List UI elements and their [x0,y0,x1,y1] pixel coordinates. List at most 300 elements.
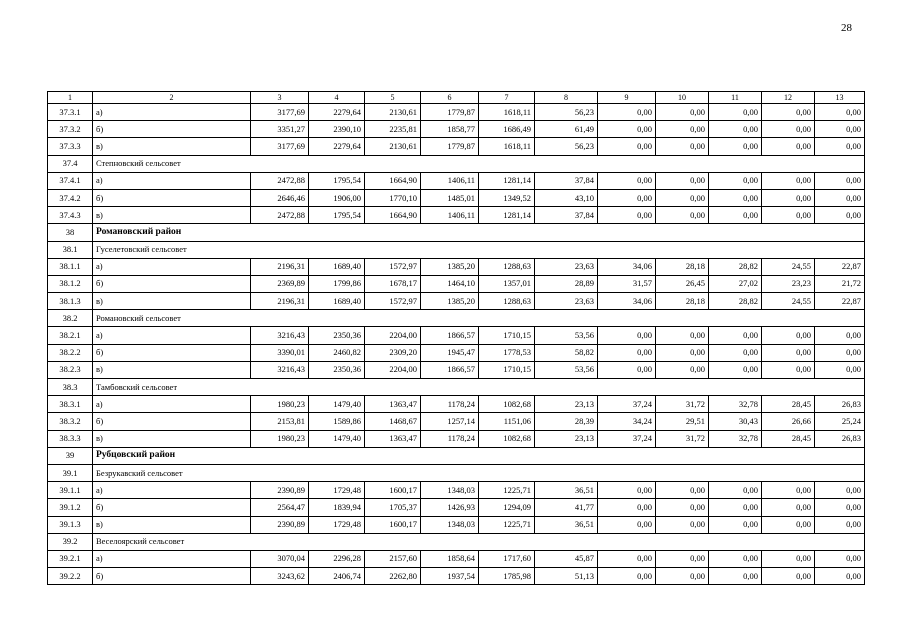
column-number-cell: 10 [656,92,709,104]
row-code-cell: 38.1.2 [48,275,93,292]
value-cell: 3243,62 [251,568,309,585]
value-cell: 25,24 [815,413,865,430]
value-cell: 37,24 [598,396,656,413]
value-cell: 2130,61 [365,104,421,121]
value-cell: 2406,74 [309,568,365,585]
value-cell: 0,00 [815,344,865,361]
value-cell: 0,00 [598,104,656,121]
value-cell: 0,00 [656,568,709,585]
value-cell: 2350,36 [309,327,365,344]
column-number-cell: 3 [251,92,309,104]
value-cell: 1799,86 [309,275,365,292]
value-cell: 2296,28 [309,550,365,567]
value-cell: 31,57 [598,275,656,292]
value-cell: 0,00 [709,121,762,138]
value-cell: 1785,98 [479,568,535,585]
value-cell: 0,00 [598,482,656,499]
value-cell: 28,39 [535,413,598,430]
value-cell: 1686,49 [479,121,535,138]
value-cell: 2279,64 [309,104,365,121]
value-cell: 0,00 [598,172,656,189]
value-cell: 1618,11 [479,104,535,121]
value-cell: 58,82 [535,344,598,361]
value-cell: 32,78 [709,430,762,447]
row-variant-cell: а) [93,172,251,189]
value-cell: 1479,40 [309,396,365,413]
row-variant-cell: в) [93,207,251,224]
column-number-cell: 1 [48,92,93,104]
value-cell: 23,13 [535,430,598,447]
value-cell: 34,24 [598,413,656,430]
value-cell: 1281,14 [479,172,535,189]
settlement-header-row [48,155,865,172]
column-number-cell: 9 [598,92,656,104]
value-cell: 2196,31 [251,293,309,310]
value-cell: 41,77 [535,499,598,516]
row-code-cell: 38 [48,224,93,241]
region-title: Романовский район [93,224,865,241]
value-cell: 3351,27 [251,121,309,138]
row-variant-cell: б) [93,189,251,206]
value-cell: 0,00 [815,207,865,224]
value-cell: 28,82 [709,293,762,310]
value-cell: 1406,11 [421,207,479,224]
value-cell: 0,00 [709,207,762,224]
column-number-row [48,92,865,104]
value-cell: 45,87 [535,550,598,567]
value-cell: 1485,01 [421,189,479,206]
value-cell: 0,00 [709,104,762,121]
settlement-title: Безрукавский сельсовет [93,464,865,481]
value-cell: 1348,03 [421,516,479,533]
value-cell: 31,72 [656,430,709,447]
value-cell: 1779,87 [421,104,479,121]
value-cell: 1281,14 [479,207,535,224]
value-cell: 0,00 [598,568,656,585]
value-cell: 2204,00 [365,327,421,344]
value-cell: 0,00 [656,189,709,206]
value-cell: 0,00 [762,138,815,155]
row-code-cell: 38.2.2 [48,344,93,361]
value-cell: 2460,82 [309,344,365,361]
table-row [48,361,865,378]
value-cell: 1572,97 [365,293,421,310]
value-cell: 1866,57 [421,327,479,344]
table-row [48,327,865,344]
row-code-cell: 37.4 [48,155,93,172]
value-cell: 1082,68 [479,430,535,447]
settlement-header-row [48,379,865,396]
value-cell: 0,00 [656,550,709,567]
value-cell: 34,06 [598,258,656,275]
value-cell: 26,45 [656,275,709,292]
value-cell: 1858,77 [421,121,479,138]
value-cell: 1348,03 [421,482,479,499]
value-cell: 2309,20 [365,344,421,361]
value-cell: 34,06 [598,293,656,310]
settlement-title: Степновский сельсовет [93,155,865,172]
value-cell: 2196,31 [251,258,309,275]
value-cell: 0,00 [598,361,656,378]
row-variant-cell: а) [93,550,251,567]
value-cell: 56,23 [535,104,598,121]
value-cell: 0,00 [762,550,815,567]
value-cell: 22,87 [815,293,865,310]
row-code-cell: 37.4.2 [48,189,93,206]
table-row [48,482,865,499]
value-cell: 28,45 [762,396,815,413]
value-cell: 1151,06 [479,413,535,430]
row-code-cell: 39.1.2 [48,499,93,516]
value-cell: 23,63 [535,258,598,275]
value-cell: 3216,43 [251,361,309,378]
row-code-cell: 38.2.1 [48,327,93,344]
value-cell: 2472,88 [251,172,309,189]
value-cell: 0,00 [598,138,656,155]
value-cell: 0,00 [598,189,656,206]
value-cell: 0,00 [656,207,709,224]
column-number-cell: 7 [479,92,535,104]
value-cell: 51,13 [535,568,598,585]
row-variant-cell: в) [93,361,251,378]
row-code-cell: 39.2 [48,533,93,550]
value-cell: 26,66 [762,413,815,430]
value-cell: 1288,63 [479,258,535,275]
table-row [48,396,865,413]
value-cell: 0,00 [815,138,865,155]
value-cell: 1363,47 [365,396,421,413]
value-cell: 1795,54 [309,207,365,224]
value-cell: 1770,10 [365,189,421,206]
value-cell: 31,72 [656,396,709,413]
value-cell: 1225,71 [479,516,535,533]
value-cell: 1689,40 [309,258,365,275]
row-code-cell: 38.2.3 [48,361,93,378]
value-cell: 1178,24 [421,430,479,447]
table-row [48,516,865,533]
value-cell: 1906,00 [309,189,365,206]
value-cell: 0,00 [656,344,709,361]
settlement-title: Веселоярский сельсовет [93,533,865,550]
value-cell: 0,00 [762,189,815,206]
value-cell: 3070,04 [251,550,309,567]
value-cell: 1406,11 [421,172,479,189]
column-number-cell: 11 [709,92,762,104]
value-cell: 0,00 [598,344,656,361]
row-code-cell: 38.1.3 [48,293,93,310]
value-cell: 1082,68 [479,396,535,413]
row-variant-cell: а) [93,482,251,499]
value-cell: 37,24 [598,430,656,447]
value-cell: 53,56 [535,361,598,378]
value-cell: 1689,40 [309,293,365,310]
value-cell: 1945,47 [421,344,479,361]
value-cell: 26,83 [815,430,865,447]
row-variant-cell: в) [93,138,251,155]
value-cell: 37,84 [535,207,598,224]
value-cell: 0,00 [656,172,709,189]
value-cell: 0,00 [815,104,865,121]
value-cell: 0,00 [762,121,815,138]
row-code-cell: 37.4.1 [48,172,93,189]
value-cell: 0,00 [598,121,656,138]
value-cell: 0,00 [815,516,865,533]
table-row [48,172,865,189]
value-cell: 1866,57 [421,361,479,378]
settlement-header-row [48,464,865,481]
value-cell: 1225,71 [479,482,535,499]
value-cell: 0,00 [656,361,709,378]
row-code-cell: 38.3.1 [48,396,93,413]
value-cell: 21,72 [815,275,865,292]
value-cell: 53,56 [535,327,598,344]
row-variant-cell: а) [93,396,251,413]
row-variant-cell: б) [93,121,251,138]
table-row [48,189,865,206]
value-cell: 0,00 [762,172,815,189]
table-row [48,568,865,585]
value-cell: 0,00 [709,344,762,361]
value-cell: 2279,64 [309,138,365,155]
value-cell: 0,00 [656,121,709,138]
table-row [48,207,865,224]
row-code-cell: 39 [48,447,93,464]
value-cell: 3177,69 [251,138,309,155]
value-cell: 28,45 [762,430,815,447]
settlement-header-row [48,310,865,327]
value-cell: 1349,52 [479,189,535,206]
region-title: Рубцовский район [93,447,865,464]
value-cell: 0,00 [762,104,815,121]
value-cell: 23,23 [762,275,815,292]
value-cell: 30,43 [709,413,762,430]
value-cell: 1357,01 [479,275,535,292]
settlement-header-row [48,533,865,550]
value-cell: 0,00 [762,207,815,224]
value-cell: 0,00 [815,361,865,378]
value-cell: 0,00 [815,550,865,567]
column-number-cell: 5 [365,92,421,104]
value-cell: 28,82 [709,258,762,275]
value-cell: 24,55 [762,293,815,310]
value-cell: 1980,23 [251,430,309,447]
value-cell: 0,00 [762,361,815,378]
value-cell: 2646,46 [251,189,309,206]
row-variant-cell: б) [93,275,251,292]
value-cell: 0,00 [656,138,709,155]
column-number-cell: 13 [815,92,865,104]
row-variant-cell: а) [93,258,251,275]
table-row [48,293,865,310]
value-cell: 1385,20 [421,258,479,275]
row-code-cell: 38.1 [48,241,93,258]
value-cell: 1572,97 [365,258,421,275]
value-cell: 2350,36 [309,361,365,378]
value-cell: 0,00 [598,516,656,533]
value-cell: 1479,40 [309,430,365,447]
value-cell: 1468,67 [365,413,421,430]
row-variant-cell: б) [93,344,251,361]
value-cell: 1729,48 [309,516,365,533]
value-cell: 43,10 [535,189,598,206]
value-cell: 29,51 [656,413,709,430]
table-row [48,138,865,155]
column-number-cell: 6 [421,92,479,104]
value-cell: 23,13 [535,396,598,413]
value-cell: 0,00 [762,482,815,499]
value-cell: 0,00 [815,327,865,344]
value-cell: 1705,37 [365,499,421,516]
row-variant-cell: б) [93,499,251,516]
table-row [48,344,865,361]
value-cell: 1426,93 [421,499,479,516]
settlement-title: Тамбовский сельсовет [93,379,865,396]
settlement-title: Романовский сельсовет [93,310,865,327]
value-cell: 0,00 [815,568,865,585]
table-row [48,104,865,121]
value-cell: 3177,69 [251,104,309,121]
value-cell: 36,51 [535,516,598,533]
value-cell: 36,51 [535,482,598,499]
row-code-cell: 39.1 [48,464,93,481]
value-cell: 28,18 [656,293,709,310]
row-code-cell: 37.4.3 [48,207,93,224]
value-cell: 2564,47 [251,499,309,516]
row-code-cell: 37.3.2 [48,121,93,138]
value-cell: 0,00 [709,327,762,344]
row-variant-cell: в) [93,293,251,310]
value-cell: 24,55 [762,258,815,275]
row-variant-cell: а) [93,327,251,344]
value-cell: 1664,90 [365,172,421,189]
value-cell: 0,00 [709,482,762,499]
value-cell: 1288,63 [479,293,535,310]
value-cell: 0,00 [762,499,815,516]
value-cell: 2390,10 [309,121,365,138]
value-cell: 2390,89 [251,516,309,533]
table-row [48,499,865,516]
value-cell: 2153,81 [251,413,309,430]
row-code-cell: 37.3.3 [48,138,93,155]
value-cell: 2204,00 [365,361,421,378]
table-row [48,275,865,292]
value-cell: 61,49 [535,121,598,138]
value-cell: 37,84 [535,172,598,189]
value-cell: 0,00 [709,516,762,533]
column-number-cell: 4 [309,92,365,104]
value-cell: 0,00 [656,327,709,344]
table-row [48,121,865,138]
value-cell: 0,00 [709,550,762,567]
value-cell: 0,00 [815,172,865,189]
value-cell: 0,00 [598,207,656,224]
value-cell: 1294,09 [479,499,535,516]
value-cell: 0,00 [709,568,762,585]
value-cell: 2235,81 [365,121,421,138]
region-header-row [48,447,865,464]
value-cell: 28,18 [656,258,709,275]
row-variant-cell: а) [93,104,251,121]
value-cell: 1678,17 [365,275,421,292]
row-code-cell: 39.2.1 [48,550,93,567]
row-variant-cell: б) [93,568,251,585]
value-cell: 27,02 [709,275,762,292]
value-cell: 0,00 [762,344,815,361]
value-cell: 2130,61 [365,138,421,155]
value-cell: 28,89 [535,275,598,292]
value-cell: 2390,89 [251,482,309,499]
value-cell: 1664,90 [365,207,421,224]
settlement-title: Гуселетовский сельсовет [93,241,865,258]
value-cell: 0,00 [709,138,762,155]
value-cell: 0,00 [762,516,815,533]
value-cell: 0,00 [598,327,656,344]
value-cell: 1618,11 [479,138,535,155]
column-number-cell: 8 [535,92,598,104]
value-cell: 1795,54 [309,172,365,189]
value-cell: 0,00 [762,327,815,344]
value-cell: 0,00 [709,361,762,378]
value-cell: 2262,80 [365,568,421,585]
value-cell: 0,00 [709,499,762,516]
value-cell: 3390,01 [251,344,309,361]
value-cell: 0,00 [762,568,815,585]
table-row [48,258,865,275]
value-cell: 0,00 [815,121,865,138]
row-code-cell: 38.3 [48,379,93,396]
value-cell: 0,00 [709,189,762,206]
settlement-header-row [48,241,865,258]
row-variant-cell: в) [93,430,251,447]
row-variant-cell: б) [93,413,251,430]
value-cell: 1729,48 [309,482,365,499]
value-cell: 0,00 [598,499,656,516]
row-code-cell: 38.3.2 [48,413,93,430]
value-cell: 1600,17 [365,482,421,499]
value-cell: 1178,24 [421,396,479,413]
value-cell: 0,00 [815,499,865,516]
row-code-cell: 39.1.3 [48,516,93,533]
table-row [48,550,865,567]
value-cell: 32,78 [709,396,762,413]
column-number-cell: 2 [93,92,251,104]
value-cell: 1779,87 [421,138,479,155]
row-code-cell: 38.3.3 [48,430,93,447]
value-cell: 0,00 [656,482,709,499]
row-code-cell: 39.1.1 [48,482,93,499]
value-cell: 1257,14 [421,413,479,430]
page-number: 28 [841,22,852,34]
value-cell: 1980,23 [251,396,309,413]
column-number-cell: 12 [762,92,815,104]
value-cell: 3216,43 [251,327,309,344]
value-cell: 1710,15 [479,361,535,378]
row-code-cell: 37.3.1 [48,104,93,121]
row-variant-cell: в) [93,516,251,533]
row-code-cell: 38.2 [48,310,93,327]
value-cell: 1937,54 [421,568,479,585]
value-cell: 0,00 [709,172,762,189]
value-cell: 22,87 [815,258,865,275]
value-cell: 1464,10 [421,275,479,292]
row-code-cell: 39.2.2 [48,568,93,585]
value-cell: 2157,60 [365,550,421,567]
table-row [48,430,865,447]
value-cell: 0,00 [656,499,709,516]
value-cell: 1858,64 [421,550,479,567]
value-cell: 0,00 [656,104,709,121]
value-cell: 1589,86 [309,413,365,430]
